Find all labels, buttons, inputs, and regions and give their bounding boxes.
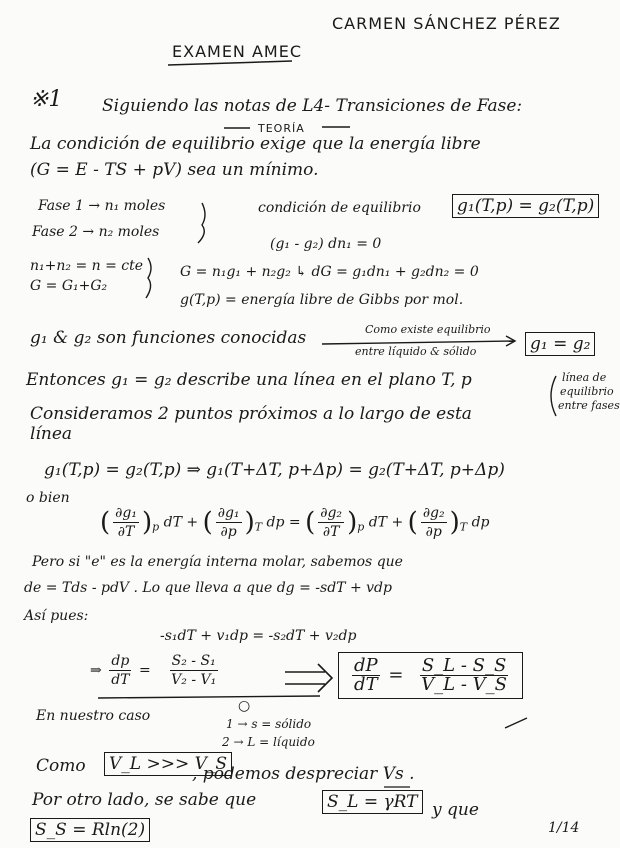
despreciar-text: , podemos despreciar Vs . xyxy=(192,764,415,784)
pero-line-2: de = Tds - pdV . Lo que lleva a que dg = -sdT + vdp xyxy=(24,580,392,596)
g-differential: G = n₁g₁ + n₂g₂ ↳ dG = g₁dn₁ + g₂dn₂ = 0 xyxy=(180,264,479,280)
volume-diff: V₂ - V₁ xyxy=(171,672,217,688)
page-number: 1/14 xyxy=(548,820,580,836)
pero-line-1: Pero si "e" es la energía interna molar, sabemos que xyxy=(32,554,403,570)
big-entropy-diff: S_L - S_S xyxy=(421,655,507,676)
dp-num: dp xyxy=(111,653,130,669)
clapeyron-result-box: $\frac{dP}{dT}$ = $\frac{S\_L - S\_S}{V\_L - V\_S}$ xyxy=(338,652,523,699)
g-definition: g(T,p) = energía libre de Gibbs por mol. xyxy=(180,292,464,308)
consider-line-2: línea xyxy=(30,424,73,444)
side-note-3: entre fases xyxy=(558,399,620,412)
side-note-1: línea de xyxy=(562,371,607,384)
equality-box: g₁ = g₂ xyxy=(525,332,595,356)
arrow-note-top: Como existe equilibrio xyxy=(365,323,491,336)
pd3-den: ∂T xyxy=(322,524,340,540)
case-solid: 1 → s = sólido xyxy=(226,717,312,731)
pd1-den: ∂T xyxy=(117,524,135,540)
g-sum: G = G₁+G₂ xyxy=(30,278,108,294)
partial-derivatives-equation: ( $\frac{\text{∂g₁}}{\partial T}$ )$_p$ dT + ( $\frac{\text{∂g₁}}{\partial p}$ )$_T$ dp = ( $\frac{\text{∂g₂}}{\partial T}$ )$_p$ dT + ( $\frac{\text{∂g₂}}{\partial p}$ )$_T$ dp xyxy=(100,505,490,540)
fase-2: Fase 2 → n₂ moles xyxy=(32,224,160,240)
n-sum: n₁+n₂ = n = cte xyxy=(30,258,144,274)
ss-box: S_S = Rln(2) xyxy=(30,818,150,842)
known-functions: g₁ & g₂ son funciones conocidas xyxy=(30,328,307,348)
author-name: CARMEN SÁNCHEZ PÉREZ xyxy=(332,14,561,33)
teoria-label: TEORÍA xyxy=(258,122,305,135)
pd2-num: ∂g₁ xyxy=(217,505,240,521)
pd1-num: ∂g₁ xyxy=(115,505,137,521)
text-line-1: La condición de equilibrio exige que la energía libre xyxy=(30,134,481,154)
big-volume-diff: V_L - V_S xyxy=(421,674,507,695)
sl-box: S_L = γRT xyxy=(322,790,423,814)
eq-dn: (g₁ - g₂) dn₁ = 0 xyxy=(270,236,382,252)
asi-pues: Así pues: xyxy=(24,608,89,624)
condition-box: g₁(T,p) = g₂(T,p) xyxy=(452,194,599,218)
en-nuestro-caso: En nuestro caso xyxy=(36,708,151,724)
text-line-2: (G = E - TS + pV) sea un mínimo. xyxy=(30,160,319,180)
clapeyron-derivation: ⇒ $\frac{dp}{dT}$ = $\frac{\text{S₂ - S₁}}{\text{V₂ - V₁}}$ xyxy=(90,653,217,688)
exam-title: EXAMEN AMEC xyxy=(172,42,303,61)
problem-intro: Siguiendo las notas de L4- Transiciones de Fase: xyxy=(102,96,523,116)
volume-inequality-box: V_L >>> V_S xyxy=(104,752,232,776)
big-dT: dT xyxy=(354,674,378,695)
pd3-num: ∂g₂ xyxy=(320,505,343,521)
consider-line-1: Consideramos 2 puntos próximos a lo largo de esta xyxy=(30,404,472,424)
g-equation: g₁(T,p) = g₂(T,p) ⇒ g₁(T+ΔT, p+Δp) = g₂(T+ΔT, p+Δp) xyxy=(44,460,505,480)
pd4-den: ∂p xyxy=(425,524,442,540)
dT-den: dT xyxy=(111,672,130,688)
entropy-volume-equation: -s₁dT + v₁dp = -s₂dT + v₂dp xyxy=(160,628,357,644)
line-description: Entonces g₁ = g₂ describe una línea en el plano T, p xyxy=(26,370,472,390)
arrow-note-bottom: entre líquido & sólido xyxy=(355,345,477,358)
circle-mark: ○ xyxy=(238,698,251,714)
big-dP: dP xyxy=(354,655,378,676)
case-liquid: 2 → L = líquido xyxy=(222,735,315,749)
entropy-diff: S₂ - S₁ xyxy=(171,653,216,669)
pd2-den: ∂p xyxy=(220,524,237,540)
side-note-2: equilibrio xyxy=(560,385,614,398)
problem-mark: ※1 xyxy=(30,87,63,112)
como-label: Como xyxy=(36,756,86,776)
condition-label: condición de equilibrio xyxy=(258,200,421,216)
fase-1: Fase 1 → n₁ moles xyxy=(38,198,166,214)
otro-lado-text: Por otro lado, se sabe que xyxy=(32,790,257,810)
o-bien: o bien xyxy=(26,490,70,506)
y-que-text: y que xyxy=(432,800,479,820)
pd4-num: ∂g₂ xyxy=(422,505,445,521)
